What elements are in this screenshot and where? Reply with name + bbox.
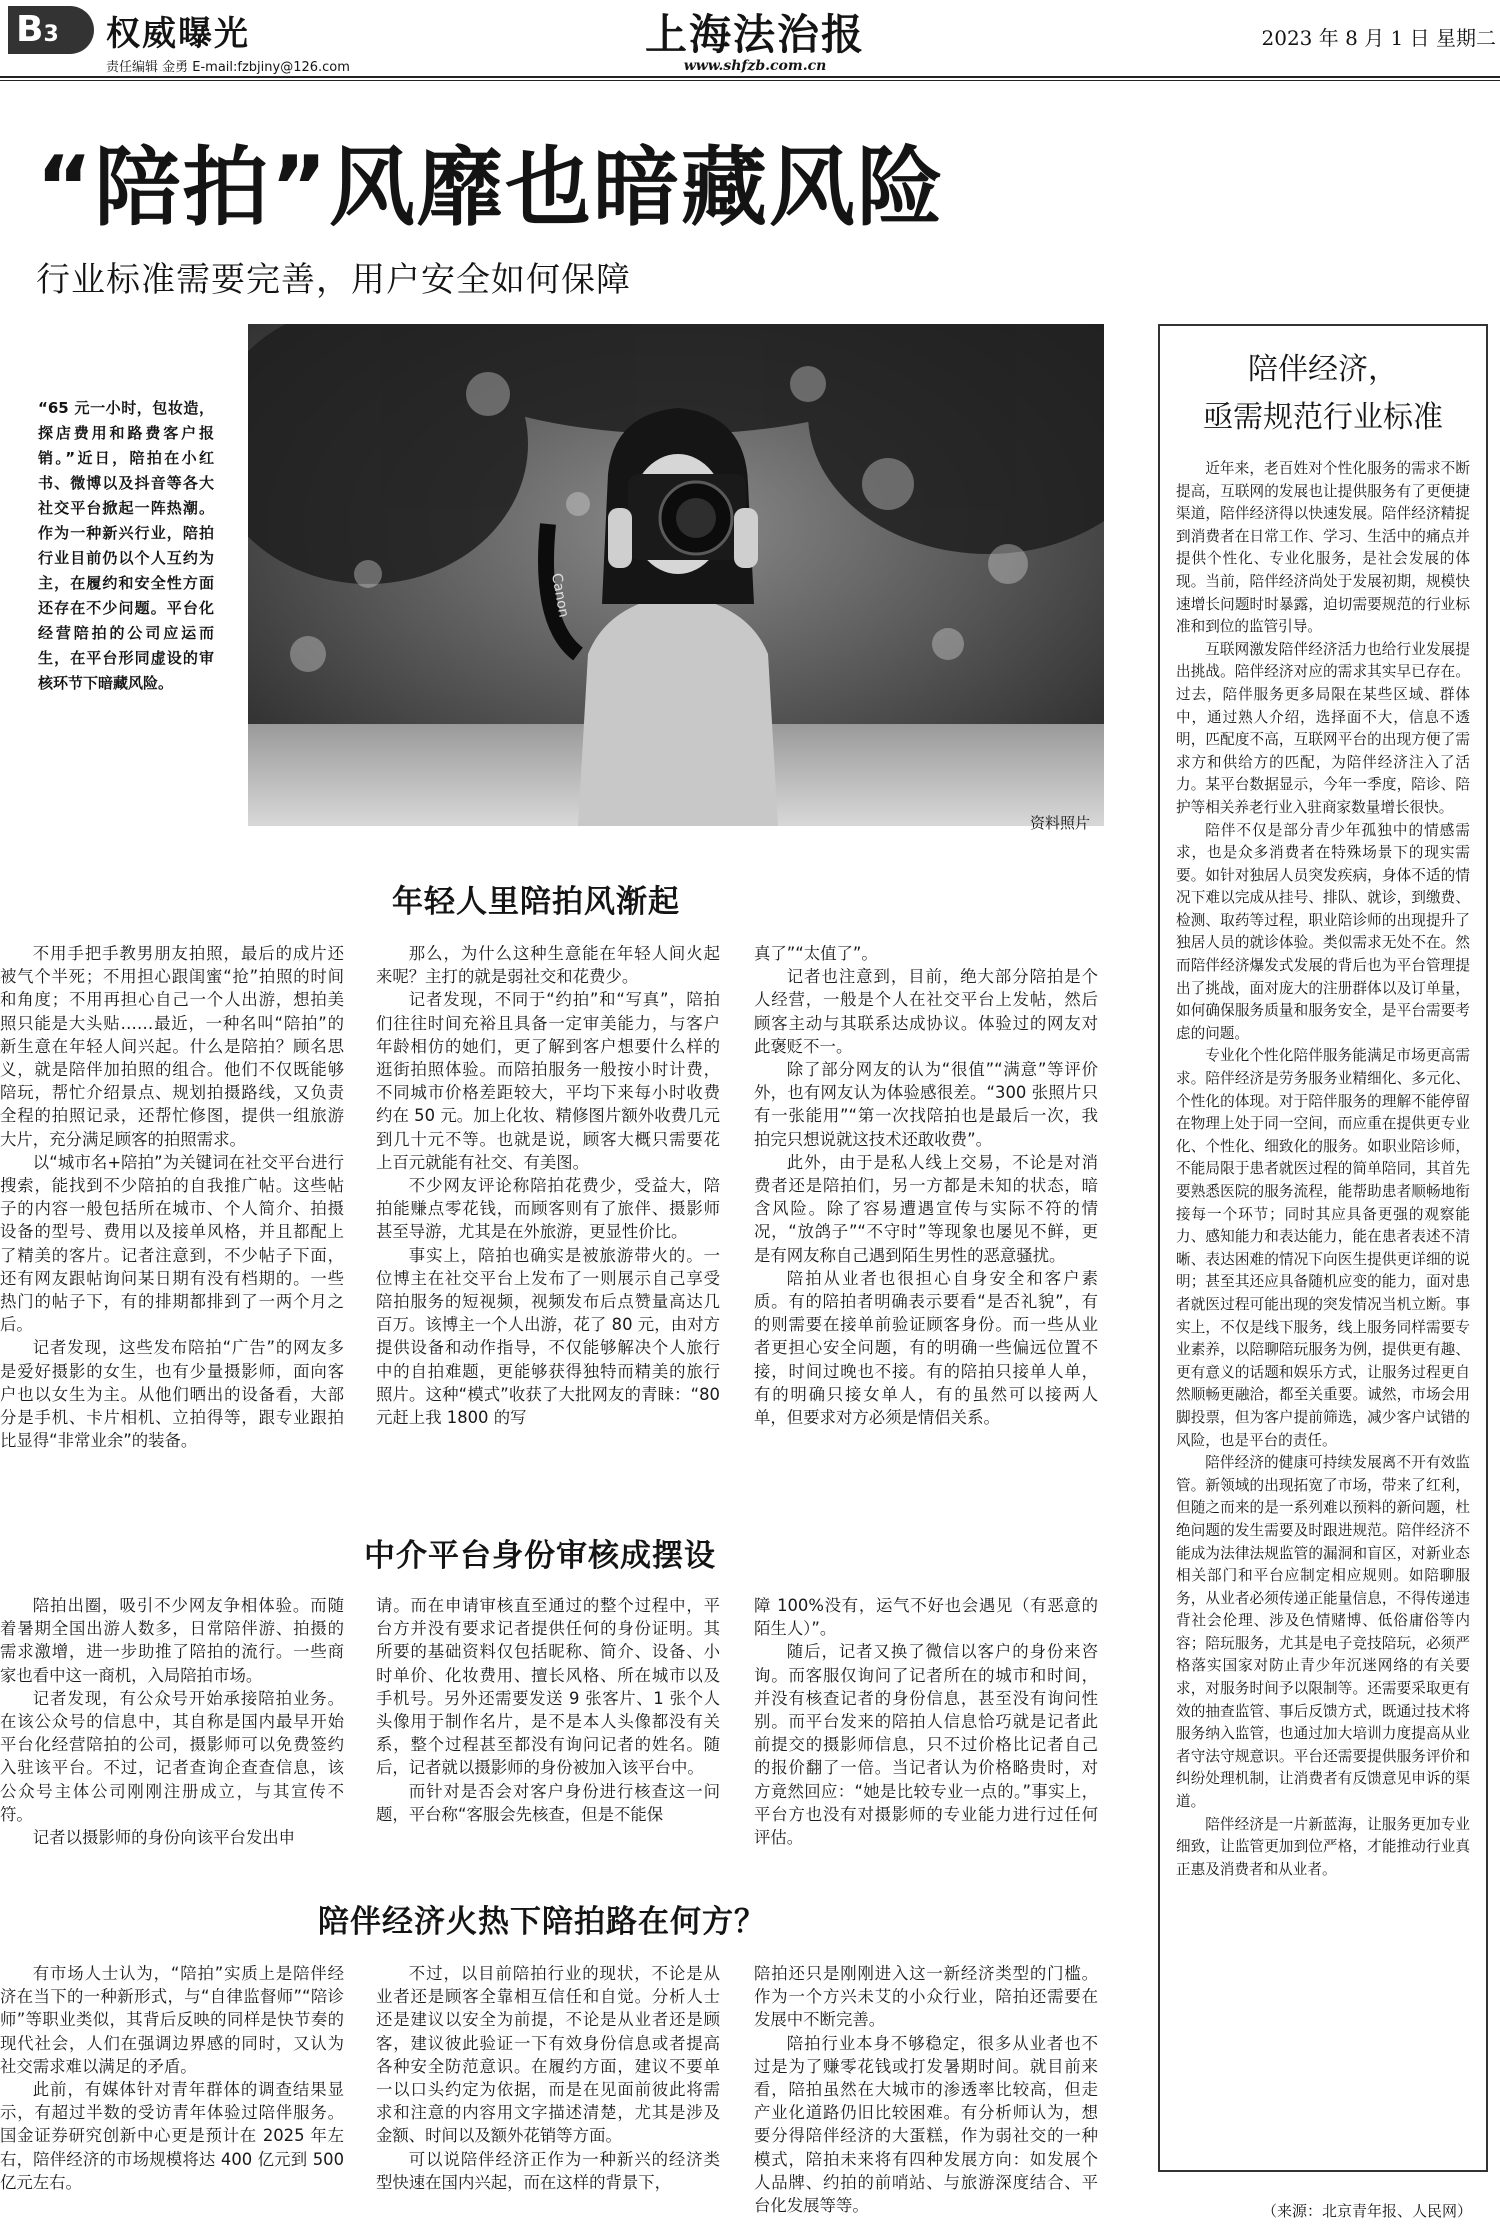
paragraph: 随后，记者又换了微信以客户的身份来咨询。而客服仅询问了记者所在的城市和时间，并没有核查记者的身份信息，甚至没有询问性别。而平台发来的陪拍人信息恰巧就是记者此前提交的摄影师信息，只不过价格比记者自己的报价翻了一倍。当记者认为价格略贵时，对方竟然回应：“她是比较专业一点的。”事实上，平台方也没有对摄影师的专业能力进行过任何评估。 <box>754 1642 1098 1848</box>
section-1-column-2 <box>376 942 720 1429</box>
sidebar-paragraph: 互联网激发陪伴经济活力也给行业发展提出挑战。陪伴经济对应的需求其实早已存在。过去，陪伴服务更多局限在某些区域、群体中，通过熟人介绍，选择面不大，信息不透明，匹配度不高，互联网平台的出现方便了需求方和供给方的匹配，为陪伴经济注入了活力。某平台数据显示，今年一季度，陪诊、陪护等相关养老行业入驻商家数量增长很快。 <box>1176 640 1470 816</box>
paragraph: 真了”“太值了”。 <box>754 944 878 963</box>
sidebar-paragraph: 专业化个性化陪伴服务能满足市场更高需求。陪伴经济是劳务服务业精细化、多元化、个性化的体现。对于陪伴服务的理解不能停留在物理上处于同一空间，而应重在提供更专业化、个性化、细致化的服务。如职业陪诊师，不能局限于患者就医过程的简单陪同，其首先要熟悉医院的服务流程，能帮助患者顺畅地衔接每一个环节；同时其应具备更强的观察能力、感知能力和表达能力，能在患者表述不清晰、表达困难的情况下向医生提供更详细的说明；甚至其还应具备随机应变的能力，面对患者就医过程可能出现的突发情况当机立断。事实上，不仅是线下服务，线上服务同样需要专业素养，以陪聊陪玩服务为例，提供更有趣、更有意义的话题和娱乐方式，让服务过程更自然顺畅更融洽，都至关重要。诚然，市场会用脚投票，但为客户提前筛选，减少客户试错的风险，也是平台的责任。 <box>1176 1047 1470 1449</box>
sidebar-body <box>1176 458 1470 1881</box>
photo-credit: 资料照片 <box>1030 814 1091 832</box>
sidebar-title-line-2: 亟需规范行业标准 <box>1203 400 1443 435</box>
paragraph: 请。而在申请审核直至通过的整个过程中，平台方并没有要求记者提供任何的身份证明。其所要的基础资料仅包括昵称、简介、设备、小时单价、化妆费用、擅长风格、所在城市以及手机号。另外还需要发送 9 张客片、1 张个人头像用于制作名片，是不是本人头像都没有关系，整个过程甚至都没有询问记者的姓名。随后，记者就以摄影师的身份被加入该平台中。 <box>376 1596 720 1778</box>
section-heading-1: 年轻人里陪拍风渐起 <box>392 884 680 920</box>
section-name: 权威曝光 <box>106 14 250 54</box>
sidebar-paragraph: 陪伴经济的健康可持续发展离不开有效监管。新领域的出现拓宽了市场，带来了红利，但随之而来的是一系列难以预料的新问题，杜绝问题的发生需要及时跟进规范。陪伴经济不能成为法律法规监管的漏洞和盲区，对新业态相关部门和平台应制定相应规则。如陪聊服务，从业者必须传递正能量信息，不得传递违背社会伦理、涉及色情赌博、低俗庸俗等内容；陪玩服务，尤其是电子竞技陪玩，必须严格落实国家对防止青少年沉迷网络的有关要求，对服务时间予以限制等。还需要采取更有效的抽查监管、事后反馈方式，既通过技术将服务纳入监管，也通过加大培训力度提高从业者守法守规意识。平台还需要提供服务评价和纠纷处理机制，让消费者有反馈意见申诉的渠道。 <box>1176 1454 1470 1811</box>
paragraph: 记者也注意到，目前，绝大部分陪拍是个人经营，一般是个人在社交平台上发帖，然后顾客主动与其联系达成协议。体验过的网友对此褒贬不一。 <box>754 967 1098 1056</box>
sidebar-paragraph: 近年来，老百姓对个性化服务的需求不断提高，互联网的发展也让提供服务有了更便捷渠道，陪伴经济得以快速发展。陪伴经济精捉到消费者在日常工作、学习、生活中的痛点并提供个性化、专业化服务，是社会发展的体现。当前，陪伴经济尚处于发展初期，规模快速增长问题时时暴露，迫切需要规范的行业标准和到位的监管引导。 <box>1176 460 1470 636</box>
page-number: 3 <box>43 22 59 47</box>
paragraph: 此外，由于是私人线上交易，不论是对消费者还是陪拍们，另一方都是未知的状态，暗含风险。除了容易遭遇宣传与实际不符的情况，“放鸽子”“不守时”等现象也屡见不鲜，更是有网友称自己遇到陌生男性的恶意骚扰。 <box>754 1152 1098 1265</box>
sidebar-title-line-1: 陪伴经济， <box>1248 352 1398 387</box>
paragraph: 陪拍出圈，吸引不少网友争相体验。而随着暑期全国出游人数多，日常陪伴游、拍摄的需求激增，进一步助推了陪拍的流行。一些商家也看中这一商机，入局陪拍市场。 <box>0 1596 344 1685</box>
paragraph: 记者发现，这些发布陪拍“广告”的网友多是爱好摄影的女生，也有少量摄影师，面向客户也以女生为主。从他们晒出的设备看，大部分是手机、卡片相机、立拍得等，跟专业跟拍比显得“非常业余”的装备。 <box>0 1338 344 1451</box>
section-3-column-3 <box>754 1962 1098 2217</box>
camera-strap-text: Canon <box>548 571 572 619</box>
paragraph: 可以说陪伴经济正作为一种新兴的经济类型快速在国内兴起，而在这样的背景下， <box>376 2149 720 2192</box>
section-heading-2: 中介平台身份审核成摆设 <box>364 1538 716 1574</box>
section-3-column-2 <box>376 1962 720 2194</box>
photo-illustration <box>248 324 1104 826</box>
paragraph: 有市场人士认为，“陪拍”实质上是陪伴经济在当下的一种新形式，与“自律监督师”“陪诊师”等职业类似，其背后反映的同样是快节奏的现代社会，人们在强调边界感的同时，又认为社交需求难以满足的矛盾。 <box>0 1964 344 2076</box>
paragraph: 不过，以目前陪拍行业的现状，不论是从业者还是顾客全靠相互信任和自觉。分析人士还是建议以安全为前提，不论是从业者还是顾客，建议彼此验证一下有效身份信息或者提高各种安全防范意识。在履约方面，建议不要单一以口头约定为依据，而是在见面前彼此将需求和注意的内容用文字描述清楚，尤其是涉及金额、时间以及额外花销等方面。 <box>376 1964 720 2146</box>
sidebar-title <box>1158 346 1488 442</box>
paragraph: 障 100%没有，运气不好也会遇见（有恶意的陌生人）”。 <box>754 1596 1098 1639</box>
header-rule-thin <box>0 80 1500 81</box>
paragraph: 此前，有媒体针对青年群体的调查结果显示，有超过半数的受访青年体验过陪伴服务。国金证券研究创新中心更是预计在 2025 年左右，陪伴经济的市场规模将达 400 亿元到 500 亿元左右。 <box>0 2080 344 2192</box>
sidebar-paragraph: 陪伴经济是一片新蓝海，让服务更加专业细致，让监管更加到位严格，才能推动行业真正惠及消费者和从业者。 <box>1176 1815 1470 1878</box>
paragraph: 不少网友评论称陪拍花费少，受益大，陪拍能赚点零花钱，而顾客则有了旅伴、摄影师甚至导游，尤其是在外旅游，更显性价比。 <box>376 1176 720 1242</box>
section-2-column-3 <box>754 1594 1098 1849</box>
paragraph: 记者发现，不同于“约拍”和“写真”，陪拍们往往时间充裕且具备一定审美能力，与客户年龄相仿的她们，更了解到客户想要什么样的逛街拍照体验。而陪拍服务一般按小时计费，不同城市价格差距较大，平均下来每小时收费约在 50 元。加上化妆、精修图片额外收费几元到几十元不等。也就是说，顾客大概只需要花上百元就能有社交、有美图。 <box>376 990 720 1172</box>
issue-date: 2023 年 8 月 1 日 星期二 <box>1261 26 1496 50</box>
page-letter: B <box>16 9 44 50</box>
paragraph: 以“城市名+陪拍”为关键词在社交平台进行搜索，能找到不少陪拍的自我推广帖。这些帖子的内容一般包括所在城市、个人简介、拍摄设备的型号、费用以及接单风格，并且都配上了精美的客片。记者注意到，不少帖子下面，还有网友跟帖询问某日期有没有档期的。一些热门的帖子下，有的排期都排到了一两个月之后。 <box>0 1152 344 1335</box>
photo <box>248 324 1104 826</box>
section-1-column-3 <box>754 942 1098 1429</box>
paragraph: 不用手把手教男朋友拍照，最后的成片还被气个半死；不用担心跟闺蜜“抢”拍照的时间和角度；不用再担心自己一个人出游，想拍美照只能是大头贴……最近，一种名叫“陪拍”的新生意在年轻人间兴起。什么是陪拍？顾名思义，就是陪伴加拍照的组合。他们不仅既能够陪玩，帮忙介绍景点、规划拍摄路线，又负责全程的拍照记录，还帮忙修图，提供一组旅游大片，充分满足顾客的拍照需求。 <box>0 944 344 1149</box>
masthead: 上海法治报 <box>644 10 865 59</box>
paragraph: 记者以摄影师的身份向该平台发出申 <box>32 1828 296 1848</box>
paragraph: 事实上，陪拍也确实是被旅游带火的。一位博主在社交平台上发布了一则展示自己享受陪拍服务的短视频，视频发布后点赞量高达几百万。该博主一个人出游，花了 80 元，由对方提供设备和动作指导，不仅能够解决个人旅行中的自拍难题，更能够获得独特而精美的旅行照片。这种“模式”收获了大批网友的青睐：“80 元赶上我 1800 的写 <box>376 1245 720 1428</box>
section-heading-3: 陪伴经济火热下陪拍路在何方？ <box>318 1904 766 1940</box>
paragraph: 那么，为什么这种生意能在年轻人间火起来呢？主打的就是弱社交和花费少。 <box>376 944 720 987</box>
subheadline: 行业标准需要完善，用户安全如何保障 <box>36 260 631 300</box>
sidebar-source: （来源：北京青年报、人民网） <box>1262 2202 1473 2220</box>
sidebar-paragraph: 陪伴不仅是部分青少年孤独中的情感需求，也是众多消费者在特殊场景下的现实需要。如针对独居人员突发疾病，身体不适的情况下难以完成从挂号、排队、就诊，到缴费、检测、取药等过程，职业陪诊师的出现提升了独居人员的就诊体验。类似需求无处不在。然而陪伴经济爆发式发展的背后也为平台管理提出了挑战，面对庞大的注册群体以及订单量，如何确保服务质量和服务安全，是平台需要考虑的问题。 <box>1176 821 1470 1042</box>
paragraph: 陪拍行业本身不够稳定，很多从业者也不过是为了赚零花钱或打发暑期时间。就目前来看，陪拍虽然在大城市的渗透率比较高，但走产业化道路仍旧比较困难。有分析师认为，想要分得陪伴经济的大蛋糕，作为弱社交的一种模式，陪拍未来将有四种发展方向：如发展个人品牌、约拍的前哨站、与旅游深度结合、平台化发展等等。 <box>754 2033 1098 2216</box>
paragraph: 而针对是否会对客户身份进行核查这一问题，平台称“客服会先核查，但是不能保 <box>376 1781 720 1824</box>
paragraph: 陪拍从业者也很担心自身安全和客户素质。有的陪拍者明确表示要看“是否礼貌”，有的则需要在接单前验证顾客身份。而一些从业者更担心安全问题，有的明确一些偏远位置不接，时间过晚也不接。有的陪拍只接单人单，有的明确只接女单人，有的虽然可以接两人单，但要求对方必须是情侣关系。 <box>754 1268 1098 1428</box>
editor-line: 责任编辑 金勇 E-mail:fzbjiny@126.com <box>106 60 350 75</box>
section-2-column-1 <box>0 1594 344 1849</box>
paragraph: 陪拍还只是刚刚进入这一新经济类型的门槛。作为一个方兴未艾的小众行业，陪拍还需要在发展中不断完善。 <box>754 1964 1098 2030</box>
section-2-column-2 <box>376 1594 720 1826</box>
section-3-column-1 <box>0 1962 344 2194</box>
website: www.shfzb.com.cn <box>683 58 827 74</box>
page-number-badge <box>8 6 94 54</box>
headline: “陪拍”风靡也暗藏风险 <box>36 138 946 238</box>
paragraph: 记者发现，有公众号开始承接陪拍业务。在该公众号的信息中，其自称是国内最早开始平台化经营陪拍的公司，摄影师可以免费签约入驻该平台。不过，记者查询企查查信息，该公众号主体公司刚刚注册成立，与其宣传不符。 <box>0 1688 344 1824</box>
section-1-column-1 <box>0 942 344 1452</box>
lead-paragraph: “65 元一小时，包妆造，探店费用和路费客户报销。”近日，陪拍在小红书、微博以及抖音等各大社交平台掀起一阵热潮。作为一种新兴行业，陪拍行业目前仍以个人互约为主，在履约和安全性方面还存在不少问题。平台化经营陪拍的公司应运而生，在平台形同虚设的审核环节下暗藏风险。 <box>38 399 214 692</box>
paragraph: 除了部分网友的认为“很值”“满意”等评价外，也有网友认为体验感很差。“300 张照片只有一张能用”“第一次找陪拍也是最后一次，我拍完只想说就这技术还敢收费”。 <box>754 1060 1098 1149</box>
header-rule <box>0 76 1500 78</box>
